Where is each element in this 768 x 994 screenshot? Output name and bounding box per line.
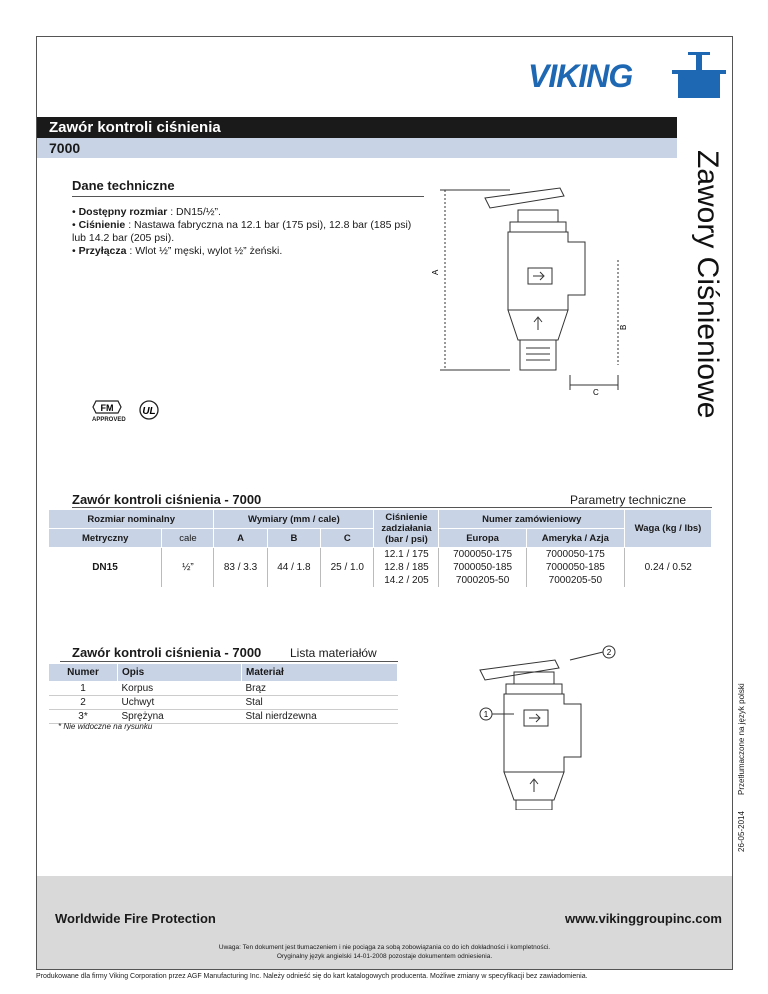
spec-subheading: Parametry techniczne (570, 493, 687, 507)
th-metric: Metryczny (49, 529, 162, 548)
th-america: Ameryka / Azja (526, 529, 624, 548)
side-translation: Przetłumaczone na język polski (737, 683, 746, 795)
cell-europe: 7000205-50 (439, 574, 526, 587)
viking-logo: VIKING (528, 58, 633, 94)
cell-inch: ½” (162, 548, 214, 588)
materials-subheading: Lista materiałów (290, 646, 377, 660)
th-b: B (267, 529, 320, 548)
valve-drawing-top (430, 180, 630, 400)
cell-pressure: 12.1 / 175 (374, 548, 439, 562)
dim-a-label: A (431, 269, 440, 275)
spec-table (48, 509, 712, 587)
cell-material: Stal nierdzewna (242, 710, 398, 724)
th-dims: Wymiary (mm / cale) (214, 510, 374, 529)
cell-b: 44 / 1.8 (267, 548, 320, 588)
footer-note-1: Uwaga: Ten dokument jest tłumaczeniem i nie pociąga za sobą zobowiązania co do ich dokładności i kompletności. (218, 944, 551, 951)
cell-material: Brąz (242, 682, 398, 696)
cell-description: Sprężyna (118, 710, 242, 724)
cell-pressure: 14.2 / 205 (374, 574, 439, 587)
th-material: Materiał (242, 664, 398, 682)
th-europe: Europa (439, 529, 526, 548)
cell-america: 7000205-50 (526, 574, 624, 587)
materials-divider (60, 661, 398, 662)
cell-c: 25 / 1.0 (321, 548, 374, 588)
dim-c-label: C (593, 388, 599, 397)
cell-pressure: 12.8 / 185 (374, 561, 439, 574)
ul-listed-icon (139, 400, 159, 425)
cell-metric: DN15 (92, 562, 118, 573)
cell-number: 1 (49, 682, 118, 696)
model-number: 7000 (37, 138, 677, 158)
callout-1: 1 (483, 710, 489, 719)
cell-europe: 7000050-185 (439, 561, 526, 574)
th-a: A (214, 529, 267, 548)
tech-list (72, 206, 412, 258)
spec-divider (72, 507, 712, 508)
th-description: Opis (118, 664, 242, 682)
th-size: Rozmiar nominalny (49, 510, 214, 529)
th-c: C (321, 529, 374, 548)
cell-material: Stal (242, 696, 398, 710)
svg-text:UL: UL (142, 406, 156, 417)
materials-note: * Nie widoczne na rysunku (58, 722, 153, 731)
page-title: Zawór kontroli ciśnienia (37, 117, 677, 138)
spec-heading: Zawór kontroli ciśnienia - 7000 (72, 492, 262, 507)
valve-drawing-callouts (470, 640, 630, 810)
th-inch: cale (162, 529, 214, 548)
side-date: 26-05-2014 (737, 811, 746, 852)
th-weight: Waga (kg / lbs) (625, 510, 712, 548)
cell-a: 83 / 3.3 (214, 548, 267, 588)
table-row (49, 682, 398, 696)
tech-item-pressure: • Ciśnienie : Nastawa fabryczna na 12.1 bar (175 psi), 12.8 bar (185 psi) lub 14.2 bar (205 psi). (72, 219, 412, 244)
cell-number: 3* (49, 710, 118, 724)
cell-america: 7000050-175 (526, 548, 624, 562)
table-row (49, 696, 398, 710)
footer-website[interactable]: www.vikinggroupinc.com (565, 911, 722, 926)
cell-number: 2 (49, 696, 118, 710)
th-number: Numer (49, 664, 118, 682)
table-row (49, 548, 712, 562)
tech-heading: Dane techniczne (72, 178, 424, 197)
cell-description: Korpus (118, 682, 242, 696)
cell-america: 7000050-185 (526, 561, 624, 574)
materials-heading: Zawór kontroli ciśnienia - 7000 (72, 645, 262, 660)
cell-description: Uchwyt (118, 696, 242, 710)
footer-note-2: Oryginalny język angielski 14-01-2008 pozostaje dokumentem odniesienia. (276, 953, 493, 960)
callout-2: 2 (606, 648, 612, 657)
vertical-title-text: Zawory Ciśnieniowe (691, 150, 724, 419)
vertical-category-title (676, 150, 736, 480)
tech-item-connections: • Przyłącza : Wlot ½” męski, wylot ½” żeński. (72, 245, 283, 257)
fm-approved-icon: FM APPROVED (92, 403, 126, 423)
valve-logo-icon (668, 50, 730, 102)
dim-b-label: B (619, 324, 628, 330)
th-pressure: Ciśnienie zadziałania (bar / psi) (374, 510, 439, 548)
svg-text:FM: FM (100, 403, 114, 413)
footer-notes (37, 943, 732, 961)
footer-tagline: Worldwide Fire Protection (55, 911, 216, 926)
cell-weight: 0.24 / 0.52 (625, 548, 712, 588)
tech-item-size: • Dostępny rozmiar : DN15/½”. (72, 206, 221, 218)
cell-europe: 7000050-175 (439, 548, 526, 562)
footer-disclaimer: Produkowane dla firmy Viking Corporation przez AGF Manufacturing Inc. Należy odnieść się do kart katalogowych producenta. Możliwe zmiany w specyfikacji bez zawiadomienia. (36, 973, 588, 980)
th-order: Numer zamówieniowy (439, 510, 625, 529)
materials-table (48, 663, 398, 724)
